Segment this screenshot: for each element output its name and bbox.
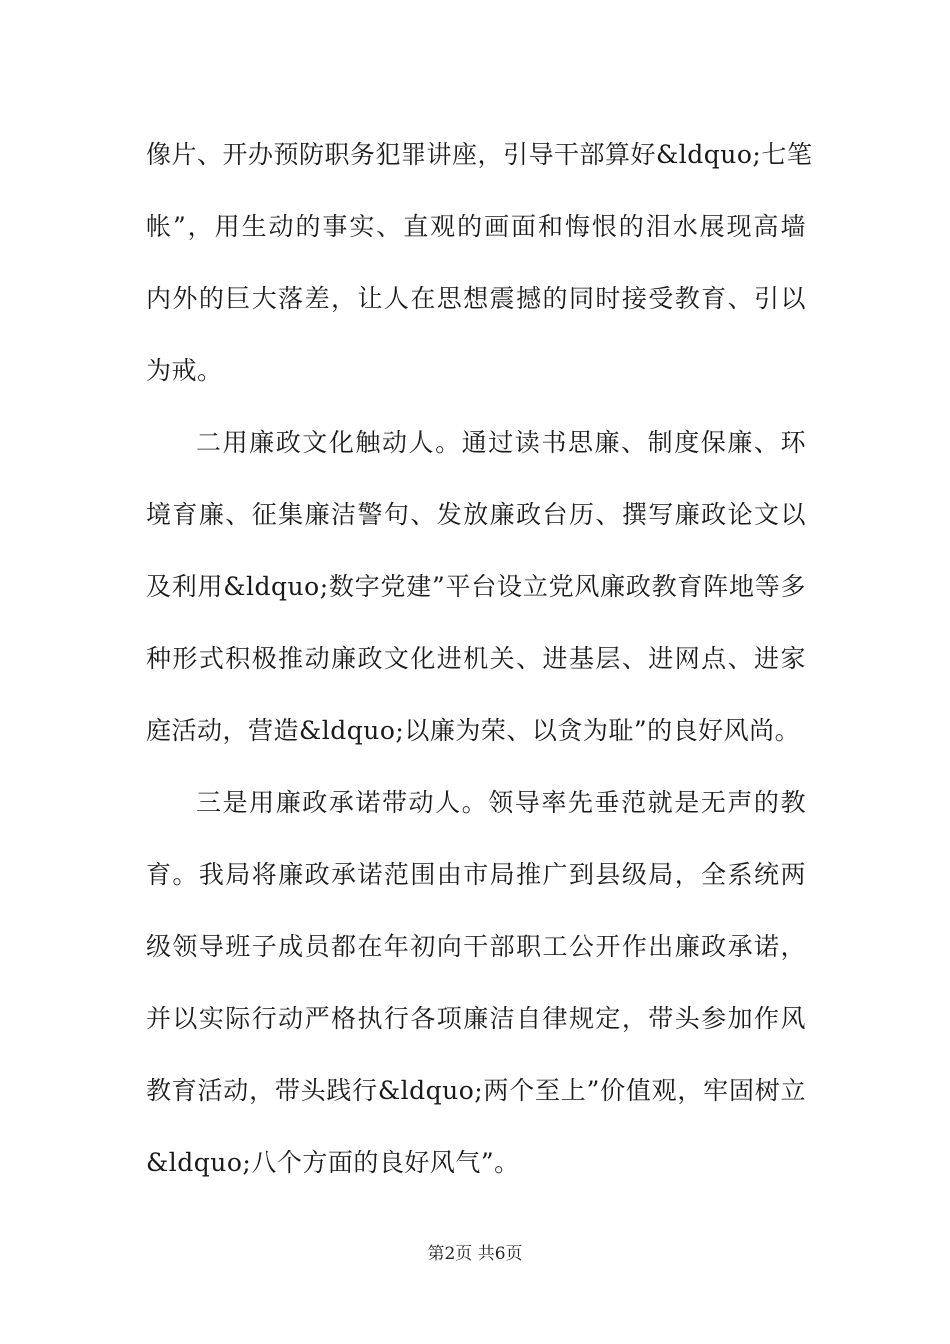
page-number-footer: 第2页 共6页 [427, 1244, 523, 1264]
body-line-13: 并以实际行动严格执行各项廉洁自律规定，带头参加作风 [146, 1004, 806, 1033]
body-line-10: 三是用廉政承诺带动人。领导率先垂范就是无声的教 [196, 788, 806, 817]
body-line-6: 境育廉、征集廉洁警句、发放廉政台历、撰写廉政论文以 [146, 500, 806, 529]
body-line-7: 及利用&ldquo;数字党建”平台设立党风廉政教育阵地等多 [146, 572, 806, 601]
body-line-8: 种形式积极推动廉政文化进机关、进基层、进网点、进家 [146, 644, 806, 673]
body-line-15: &ldquo;八个方面的良好风气”。 [146, 1148, 520, 1177]
body-line-11: 育。我局将廉政承诺范围由市局推广到县级局，全系统两 [146, 860, 806, 889]
body-line-2: 帐”，用生动的事实、直观的画面和悔恨的泪水展现高墙 [146, 212, 806, 241]
body-line-14: 教育活动，带头践行&ldquo;两个至上”价值观，牢固树立 [146, 1076, 806, 1105]
body-line-1: 像片、开办预防职务犯罪讲座，引导干部算好&ldquo;七笔 [146, 140, 813, 169]
body-line-4: 为戒。 [146, 356, 223, 385]
body-line-3: 内外的巨大落差，让人在思想震撼的同时接受教育、引以 [146, 284, 806, 313]
body-line-12: 级领导班子成员都在年初向干部职工公开作出廉政承诺， [146, 932, 806, 961]
body-line-5: 二用廉政文化触动人。通过读书思廉、制度保廉、环 [196, 428, 806, 457]
body-line-9: 庭活动，营造&ldquo;以廉为荣、以贪为耻”的良好风尚。 [146, 716, 801, 745]
